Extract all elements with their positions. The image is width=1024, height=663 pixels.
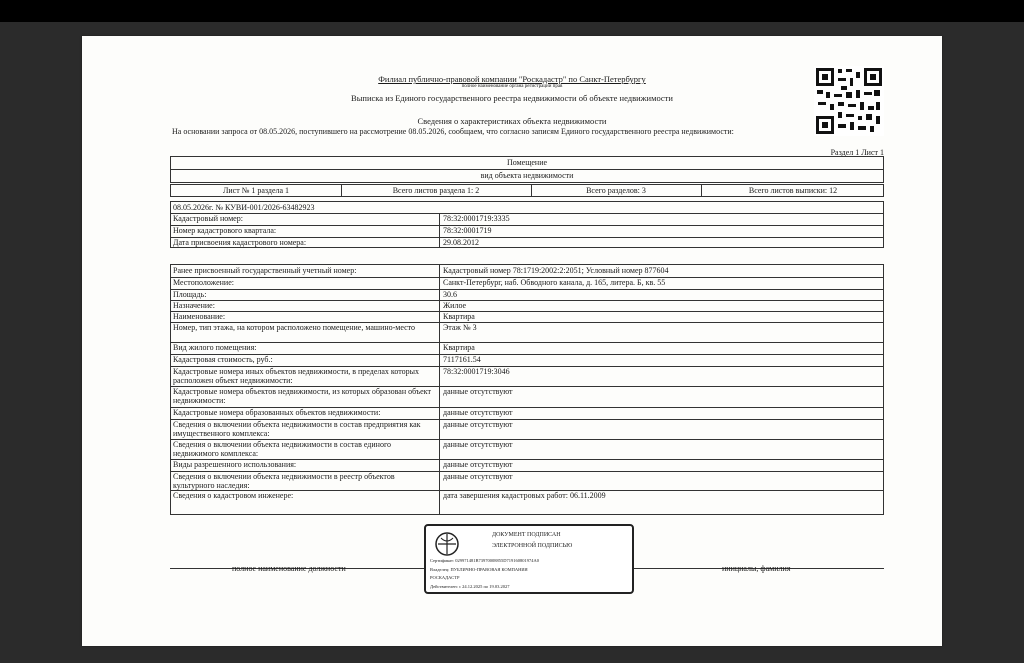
table-row-value: Квартира: [443, 312, 475, 321]
table-row-label: Дата присвоения кадастрового номера:: [173, 238, 307, 247]
table-row-value: данные отсутствуют: [443, 387, 513, 396]
object-type: Помещение: [506, 158, 548, 167]
table-row-label: Вид жилого помещения:: [173, 343, 257, 352]
table-row-value: 30.6: [443, 290, 457, 299]
table-row-label: Кадастровый номер:: [173, 214, 243, 223]
characteristics-table: [170, 264, 884, 515]
table-row-value: 78:32:0001719: [443, 226, 492, 235]
table-row-label: Кадастровые номера иных объектов недвижимости, в пределах которых расположен объект недвижимости:: [173, 367, 420, 385]
table-row-label: Сведения о кадастровом инженере:: [173, 491, 294, 500]
info-title: Сведения о характеристиках объекта недвижимости: [417, 116, 607, 126]
table-row-value: дата завершения кадастровых работ: 06.11.2009: [443, 491, 606, 500]
basis-text: На основании запроса от 08.05.2026, поступившего на рассмотрение 08.05.2026, сообщаем, что согласно записям Единого государственного реестра недвижимости:: [172, 127, 734, 136]
sheets-row: [170, 184, 884, 197]
object-type-box: [170, 156, 884, 183]
stamp-cert: Сертификат: 029971481B73970008855D719160801974A0: [430, 558, 540, 563]
stamp-valid: Действителен: с 24.12.2025 по 19.03.2027: [430, 584, 510, 589]
table-row-value: Этаж № 3: [443, 323, 477, 332]
table-row-label: Виды разрешенного использования:: [173, 460, 297, 469]
table-row-label: Площадь:: [173, 290, 207, 299]
table-row-value: 78:32:0001719:3046: [443, 367, 510, 376]
object-type-caption: вид объекта недвижимости: [480, 171, 574, 180]
table-row-value: Кадастровый номер 78:1719:2002:2:2051; Условный номер 877604: [443, 266, 669, 275]
document-page: [82, 36, 942, 646]
table-row-value: данные отсутствуют: [443, 440, 513, 449]
table-row-label: Сведения о включении объекта недвижимости в состав предприятия как имущественного комплекса:: [173, 420, 421, 438]
stamp-owner: Владелец: ПУБЛИЧНО-ПРАВОВАЯ КОМПАНИЯ: [430, 567, 528, 572]
stamp-owner2: РОСКАДАСТР: [430, 575, 460, 580]
table-row-label: Кадастровая стоимость, руб.:: [173, 355, 273, 364]
emblem-icon: [434, 531, 460, 557]
cadastral-table: [170, 201, 884, 248]
table-row-value: 7117161.54: [443, 355, 481, 364]
table-row-value: данные отсутствуют: [443, 460, 513, 469]
table-row-value: данные отсутствуют: [443, 408, 513, 417]
position-label: полное наименование должности: [232, 564, 346, 573]
top-bar: [0, 0, 1024, 22]
table-row-value: Жилое: [443, 301, 467, 310]
table-row-label: Сведения о включении объекта недвижимости в реестр объектов культурного наследия:: [173, 472, 395, 490]
section-sheets-total: Всего листов раздела 1: 2: [392, 186, 480, 195]
table-row-value: Санкт-Петербург, наб. Обводного канала, д. 165, литера. Б, кв. 55: [443, 278, 666, 287]
org-caption: полное наименование органа регистрации прав: [461, 84, 563, 89]
stamp-line1: ДОКУМЕНТ ПОДПИСАН: [492, 532, 561, 538]
table-row-value: данные отсутствуют: [443, 472, 513, 481]
table-row-value: 29.08.2012: [443, 238, 479, 247]
table-row-label: Кадастровые номера образованных объектов недвижимости:: [173, 408, 381, 417]
table-row-label: Номер кадастрового квартала:: [173, 226, 277, 235]
table-row-label: Местоположение:: [173, 278, 234, 287]
org-title: Филиал публично-правовой компании "Роскадастр" по Санкт-Петербургу: [378, 74, 646, 84]
qr-code-icon: [814, 66, 884, 136]
table-row-value: 78:32:0001719:3335: [443, 214, 510, 223]
extract-sheets-total: Всего листов выписки: 12: [748, 186, 838, 195]
table-row-label: Номер, тип этажа, на котором расположено помещение, машино-место: [173, 323, 416, 332]
table-row-label: Назначение:: [173, 301, 215, 310]
table-row-value: данные отсутствуют: [443, 420, 513, 429]
table-row-value: Квартира: [443, 343, 475, 352]
doc-number: 08.05.2026г. № КУВИ-001/2026-63482923: [173, 203, 315, 212]
table-row-label: Наименование:: [173, 312, 226, 321]
table-row-label: Сведения о включении объекта недвижимости в состав единого недвижимого комплекса:: [173, 440, 392, 458]
e-signature-stamp: [424, 524, 634, 594]
section-label: Раздел 1 Лист 1: [830, 148, 884, 157]
sheet-number: Лист № 1 раздела 1: [222, 186, 290, 195]
stamp-line2: ЭЛЕКТРОННОЙ ПОДПИСЬЮ: [492, 543, 573, 549]
initials-label: инициалы, фамилия: [722, 564, 791, 573]
table-row-label: Кадастровые номера объектов недвижимости, из которых образован объект недвижимости:: [173, 387, 431, 405]
table-row-label: Ранее присвоенный государственный учетный номер:: [173, 266, 357, 275]
extract-title: Выписка из Единого государственного реестра недвижимости об объекте недвижимости: [351, 93, 673, 103]
sections-total: Всего разделов: 3: [586, 186, 646, 195]
